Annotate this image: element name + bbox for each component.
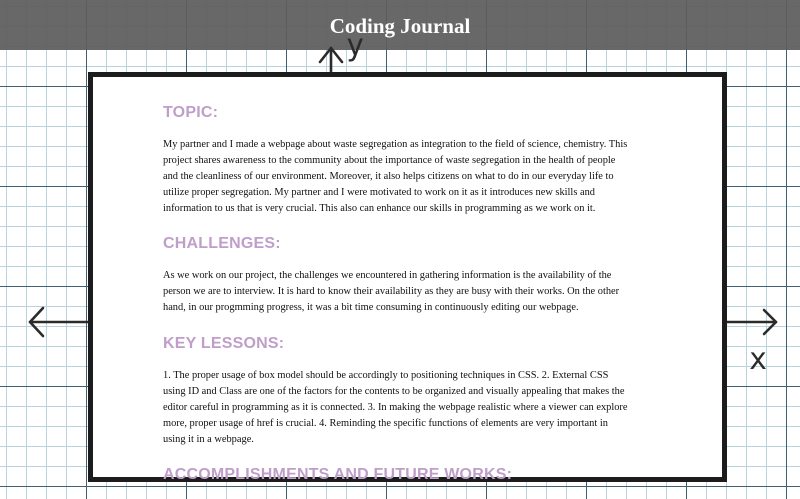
x-axis-label: x: [749, 342, 768, 377]
key-lessons-heading: KEY LESSONS:: [163, 335, 285, 352]
journal-content: [163, 103, 633, 499]
y-axis-label: y: [346, 28, 365, 63]
challenges-text: As we work on our project, the challenges we encountered in gathering information is the availability of the person we are to interview. It is hard to know their availability as they are busy with their works. On the other hand, in our progmming progress, it was a bit time consuming in continuously editing our webpage.: [163, 270, 620, 313]
page-title: Coding Journal: [329, 14, 471, 38]
challenges-heading: CHALLENGES:: [163, 235, 281, 252]
accomplishments-heading: ACCOMPLISHMENTS AND FUTURE WORKS:: [163, 466, 513, 483]
key-lessons-text: 1. The proper usage of box model should be accordingly to positioning techniques in CSS. 2. External CSS using ID and Class are one of the factors for the contents to be organized and visually appealing that makes the editor careful in programming as it is connected. 3. In making the webpage realistic where a viewer can explore more, proper usage of href is crucial. 4. Reminding the specific functions of elements are very important in using it in a webpage.: [163, 370, 628, 445]
topic-heading: TOPIC:: [163, 104, 219, 121]
topic-text: My partner and I made a webpage about waste segregation as integration to the field of science, chemistry. This project shares awareness to the community about the importance of waste segregation in the health of people and the cleanliness of our environment. Moreover, it also helps citizens on what to do in our everyday life to utilize proper segregation. My partner and I were motivated to work on it as it introduces new skills and information to us that is very crucial. This also can enhance our skills in programming as we work on it.: [163, 139, 628, 214]
journal-paper: [88, 72, 727, 482]
